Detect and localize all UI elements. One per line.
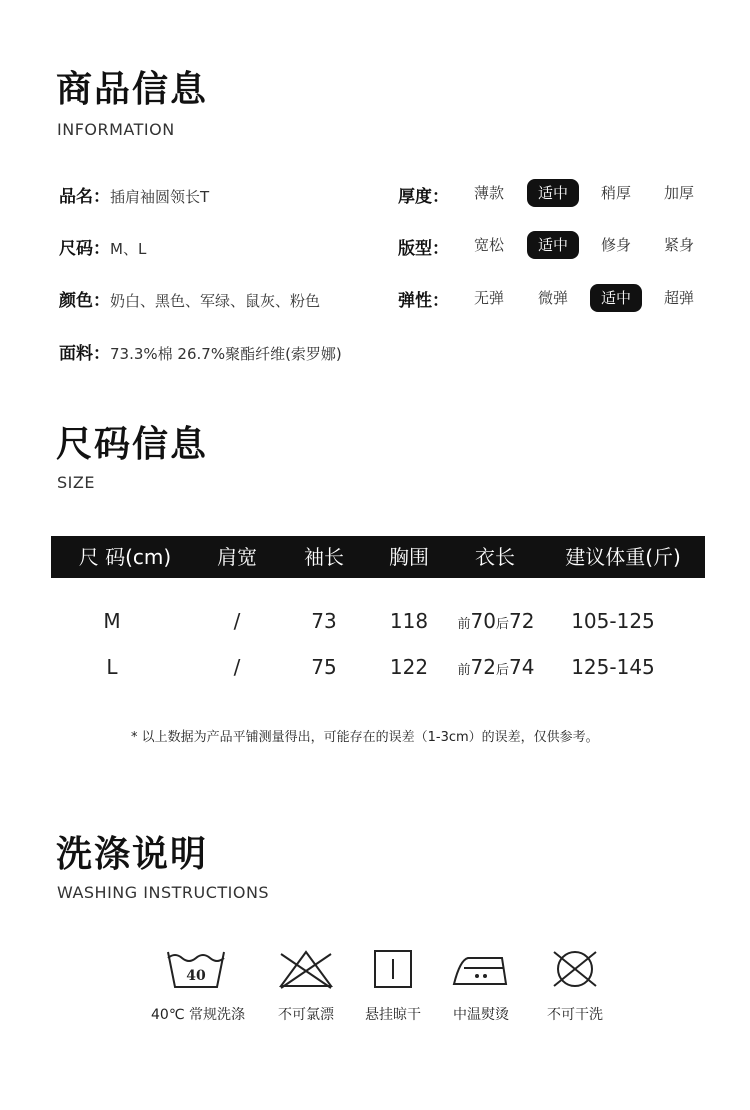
back-value: 74 <box>509 655 535 679</box>
cell-length <box>458 655 535 679</box>
cell-length <box>458 609 535 633</box>
no-dry-clean-item <box>530 948 620 1024</box>
back-value: 72 <box>509 609 535 633</box>
header-shoulder: 肩宽 <box>217 545 257 569</box>
thickness-option-1: 薄款 <box>473 184 504 202</box>
cell-chest: 122 <box>389 655 429 679</box>
elasticity-label: 弹性 <box>398 291 432 311</box>
colors-row: 颜色：奶白、黑色、军绿、鼠灰、粉色 <box>59 291 321 311</box>
name-label: 品名 <box>59 187 93 207</box>
size-info-subtitle: SIZE <box>57 473 95 492</box>
fit-label: 版型 <box>398 239 432 259</box>
no-dry-clean-label: 不可干洗 <box>547 1007 603 1023</box>
header-length: 衣长 <box>475 545 515 569</box>
size-label: 尺码 <box>59 239 93 259</box>
cell-size: L <box>106 655 118 679</box>
wash-item <box>151 948 245 1024</box>
size-value: M、L <box>110 240 147 258</box>
no-bleach-icon <box>275 948 337 990</box>
back-label: 后 <box>496 663 510 678</box>
front-label: 前 <box>457 663 471 678</box>
elasticity-option-3-selected: 适中 <box>590 284 642 312</box>
cell-size: M <box>103 609 121 633</box>
fabric-value: 73.3%棉 26.7%聚酯纤维(索罗娜) <box>110 345 342 363</box>
header-sleeve: 袖长 <box>304 545 344 569</box>
front-value: 72 <box>470 655 496 679</box>
thickness-label-group: 厚度： <box>398 187 449 207</box>
back-label: 后 <box>496 617 510 632</box>
header-size: 尺 码(cm) <box>78 545 172 569</box>
colors-label: 颜色 <box>59 291 93 311</box>
header-weight: 建议体重(斤) <box>565 545 681 569</box>
product-info-title: 商品信息 <box>56 69 209 110</box>
measurement-note: * 以上数据为产品平铺测量得出，可能存在的误差（1-3cm）的误差，仅供参考。 <box>131 730 599 745</box>
size-table-header <box>51 536 705 578</box>
iron-medium-icon <box>450 948 512 990</box>
thickness-label: 厚度 <box>398 187 432 207</box>
size-row: 尺码：M、L <box>59 239 147 259</box>
fit-option-1: 宽松 <box>473 236 504 254</box>
fabric-row: 面料：73.3%棉 26.7%聚酯纤维(索罗娜) <box>59 344 342 364</box>
thickness-option-2-selected: 适中 <box>527 179 579 207</box>
hang-dry-icon <box>362 948 424 990</box>
size-info-title: 尺码信息 <box>56 424 209 465</box>
hang-dry-item <box>348 948 438 1024</box>
colors-value: 奶白、黑色、军绿、鼠灰、粉色 <box>110 292 321 310</box>
no-dry-clean-icon <box>544 948 606 990</box>
cell-sleeve: 75 <box>311 655 337 679</box>
no-bleach-label: 不可氯漂 <box>278 1007 334 1023</box>
thickness-option-4: 加厚 <box>663 184 694 202</box>
elasticity-option-4: 超弹 <box>663 289 694 307</box>
no-bleach-item <box>261 948 351 1024</box>
name-row: 品名：插肩袖圆领长T <box>59 187 210 207</box>
washing-subtitle: WASHING INSTRUCTIONS <box>57 883 270 902</box>
thickness-option-3: 稍厚 <box>600 184 631 202</box>
header-chest: 胸围 <box>389 545 429 569</box>
iron-medium-item <box>436 948 526 1024</box>
iron-medium-label: 中温熨烫 <box>453 1007 509 1023</box>
elasticity-option-2: 微弹 <box>537 289 568 307</box>
cell-shoulder: / <box>233 609 241 633</box>
cell-sleeve: 73 <box>311 609 337 633</box>
front-label: 前 <box>457 617 471 632</box>
cell-chest: 118 <box>389 609 429 633</box>
wash-40-icon <box>165 948 227 990</box>
cell-weight: 125-145 <box>571 655 655 679</box>
elasticity-label-group: 弹性： <box>398 291 449 311</box>
fit-option-4: 紧身 <box>663 236 694 254</box>
fit-option-3: 修身 <box>600 236 631 254</box>
hang-dry-label: 悬挂晾干 <box>365 1007 421 1023</box>
fit-option-2-selected: 适中 <box>527 231 579 259</box>
fit-label-group: 版型： <box>398 239 449 259</box>
wash-label: 40℃ 常规洗涤 <box>151 1007 245 1023</box>
elasticity-option-1: 无弹 <box>473 289 504 307</box>
front-value: 70 <box>470 609 496 633</box>
cell-shoulder: / <box>233 655 241 679</box>
name-value: 插肩袖圆领长T <box>110 188 210 206</box>
product-info-subtitle: INFORMATION <box>57 120 175 139</box>
wash-temp-text: 40 <box>186 968 206 984</box>
cell-weight: 105-125 <box>571 609 655 633</box>
fabric-label: 面料 <box>59 344 93 364</box>
washing-title: 洗涤说明 <box>56 834 209 875</box>
